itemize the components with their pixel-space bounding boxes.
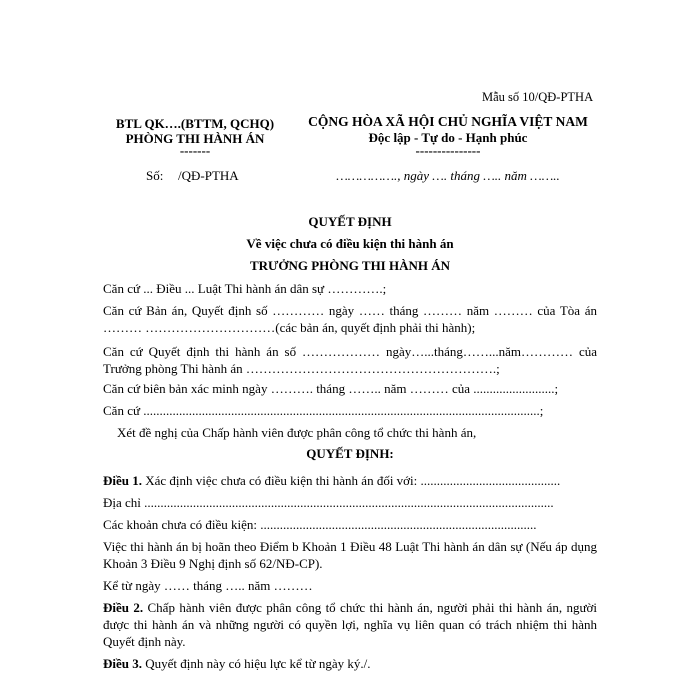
article-3-text: Quyết định này có hiệu lực kể từ ngày ký./.	[142, 656, 371, 671]
article-1-label: Điều 1.	[103, 473, 142, 488]
basis-item: Căn cứ Quyết định thi hành án số ……………… ngày…...tháng……...năm………… của Trưởng phòng Thi hành án ………………………………………………….;	[103, 344, 597, 376]
decision-heading: QUYẾT ĐỊNH:	[306, 446, 394, 461]
basis-item: Xét đề nghị của Chấp hành viên được phân công tổ chức thi hành án,	[117, 425, 477, 440]
article-1-text: Xác định việc chưa có điều kiện thi hành án đối với: ...........................................	[142, 473, 561, 488]
conditions-line: Các khoản chưa có điều kiện: .....................................................................................	[103, 517, 537, 532]
article-3-label: Điều 3.	[103, 656, 142, 671]
basis-item: Căn cứ Bản án, Quyết định số ………… ngày …… tháng ……… năm ……… của Tòa án ……… …………………………(các bản án, quyết định phải thi hành);	[103, 303, 597, 335]
right-divider: ---------------	[415, 143, 481, 158]
address-line: Địa chỉ ..............................................................................................................................	[103, 495, 554, 510]
country-name: CỘNG HÒA XÃ HỘI CHỦ NGHĨA VIỆT NAM	[308, 114, 588, 129]
article-2-text: Chấp hành viên được phân công tổ chức thi hành án, người phải thi hành án, người được thi hành án và những người có quyền lợi, nghĩa vụ liên quan có trách nhiệm thi hành Quyết định này.	[103, 600, 597, 649]
article-2-label: Điều 2.	[103, 600, 144, 615]
basis-item: Căn cứ ..........................................................................................................................;	[103, 403, 544, 418]
document-subtitle: Về việc chưa có điều kiện thi hành án	[246, 236, 454, 251]
from-date-line: Kể từ ngày …… tháng ….. năm ………	[103, 578, 313, 593]
date-line: ……………., ngày …. tháng ….. năm ……..	[336, 168, 560, 183]
form-number: Mẫu số 10/QĐ-PTHA	[482, 90, 594, 104]
basis-item: Căn cứ ... Điều ... Luật Thi hành án dân sự ………….;	[103, 281, 387, 296]
issuer-title: TRƯỞNG PHÒNG THI HÀNH ÁN	[249, 258, 451, 273]
agency-name: BTL QK….(BTTM, QCHQ)	[115, 116, 275, 131]
article-1	[103, 472, 597, 489]
motto: Độc lập - Tự do - Hạnh phúc	[368, 130, 528, 145]
department-name: PHÒNG THI HÀNH ÁN	[125, 131, 265, 146]
left-divider: -------	[179, 143, 211, 158]
article-3	[103, 655, 597, 672]
basis-item: Căn cứ biên bản xác minh ngày ………. tháng …….. năm ……… của .........................;	[103, 381, 559, 396]
number-label: Số:	[146, 168, 164, 183]
article-2	[103, 599, 597, 650]
suspension-clause: Việc thi hành án bị hoãn theo Điểm b Khoản 1 Điều 48 Luật Thi hành án dân sự (Nếu áp dụng Khoản 3 Điều 9 Nghị định số 62/NĐ-CP).	[103, 539, 597, 571]
number-value: /QĐ-PTHA	[178, 168, 239, 183]
document-title: QUYẾT ĐỊNH	[308, 214, 392, 229]
